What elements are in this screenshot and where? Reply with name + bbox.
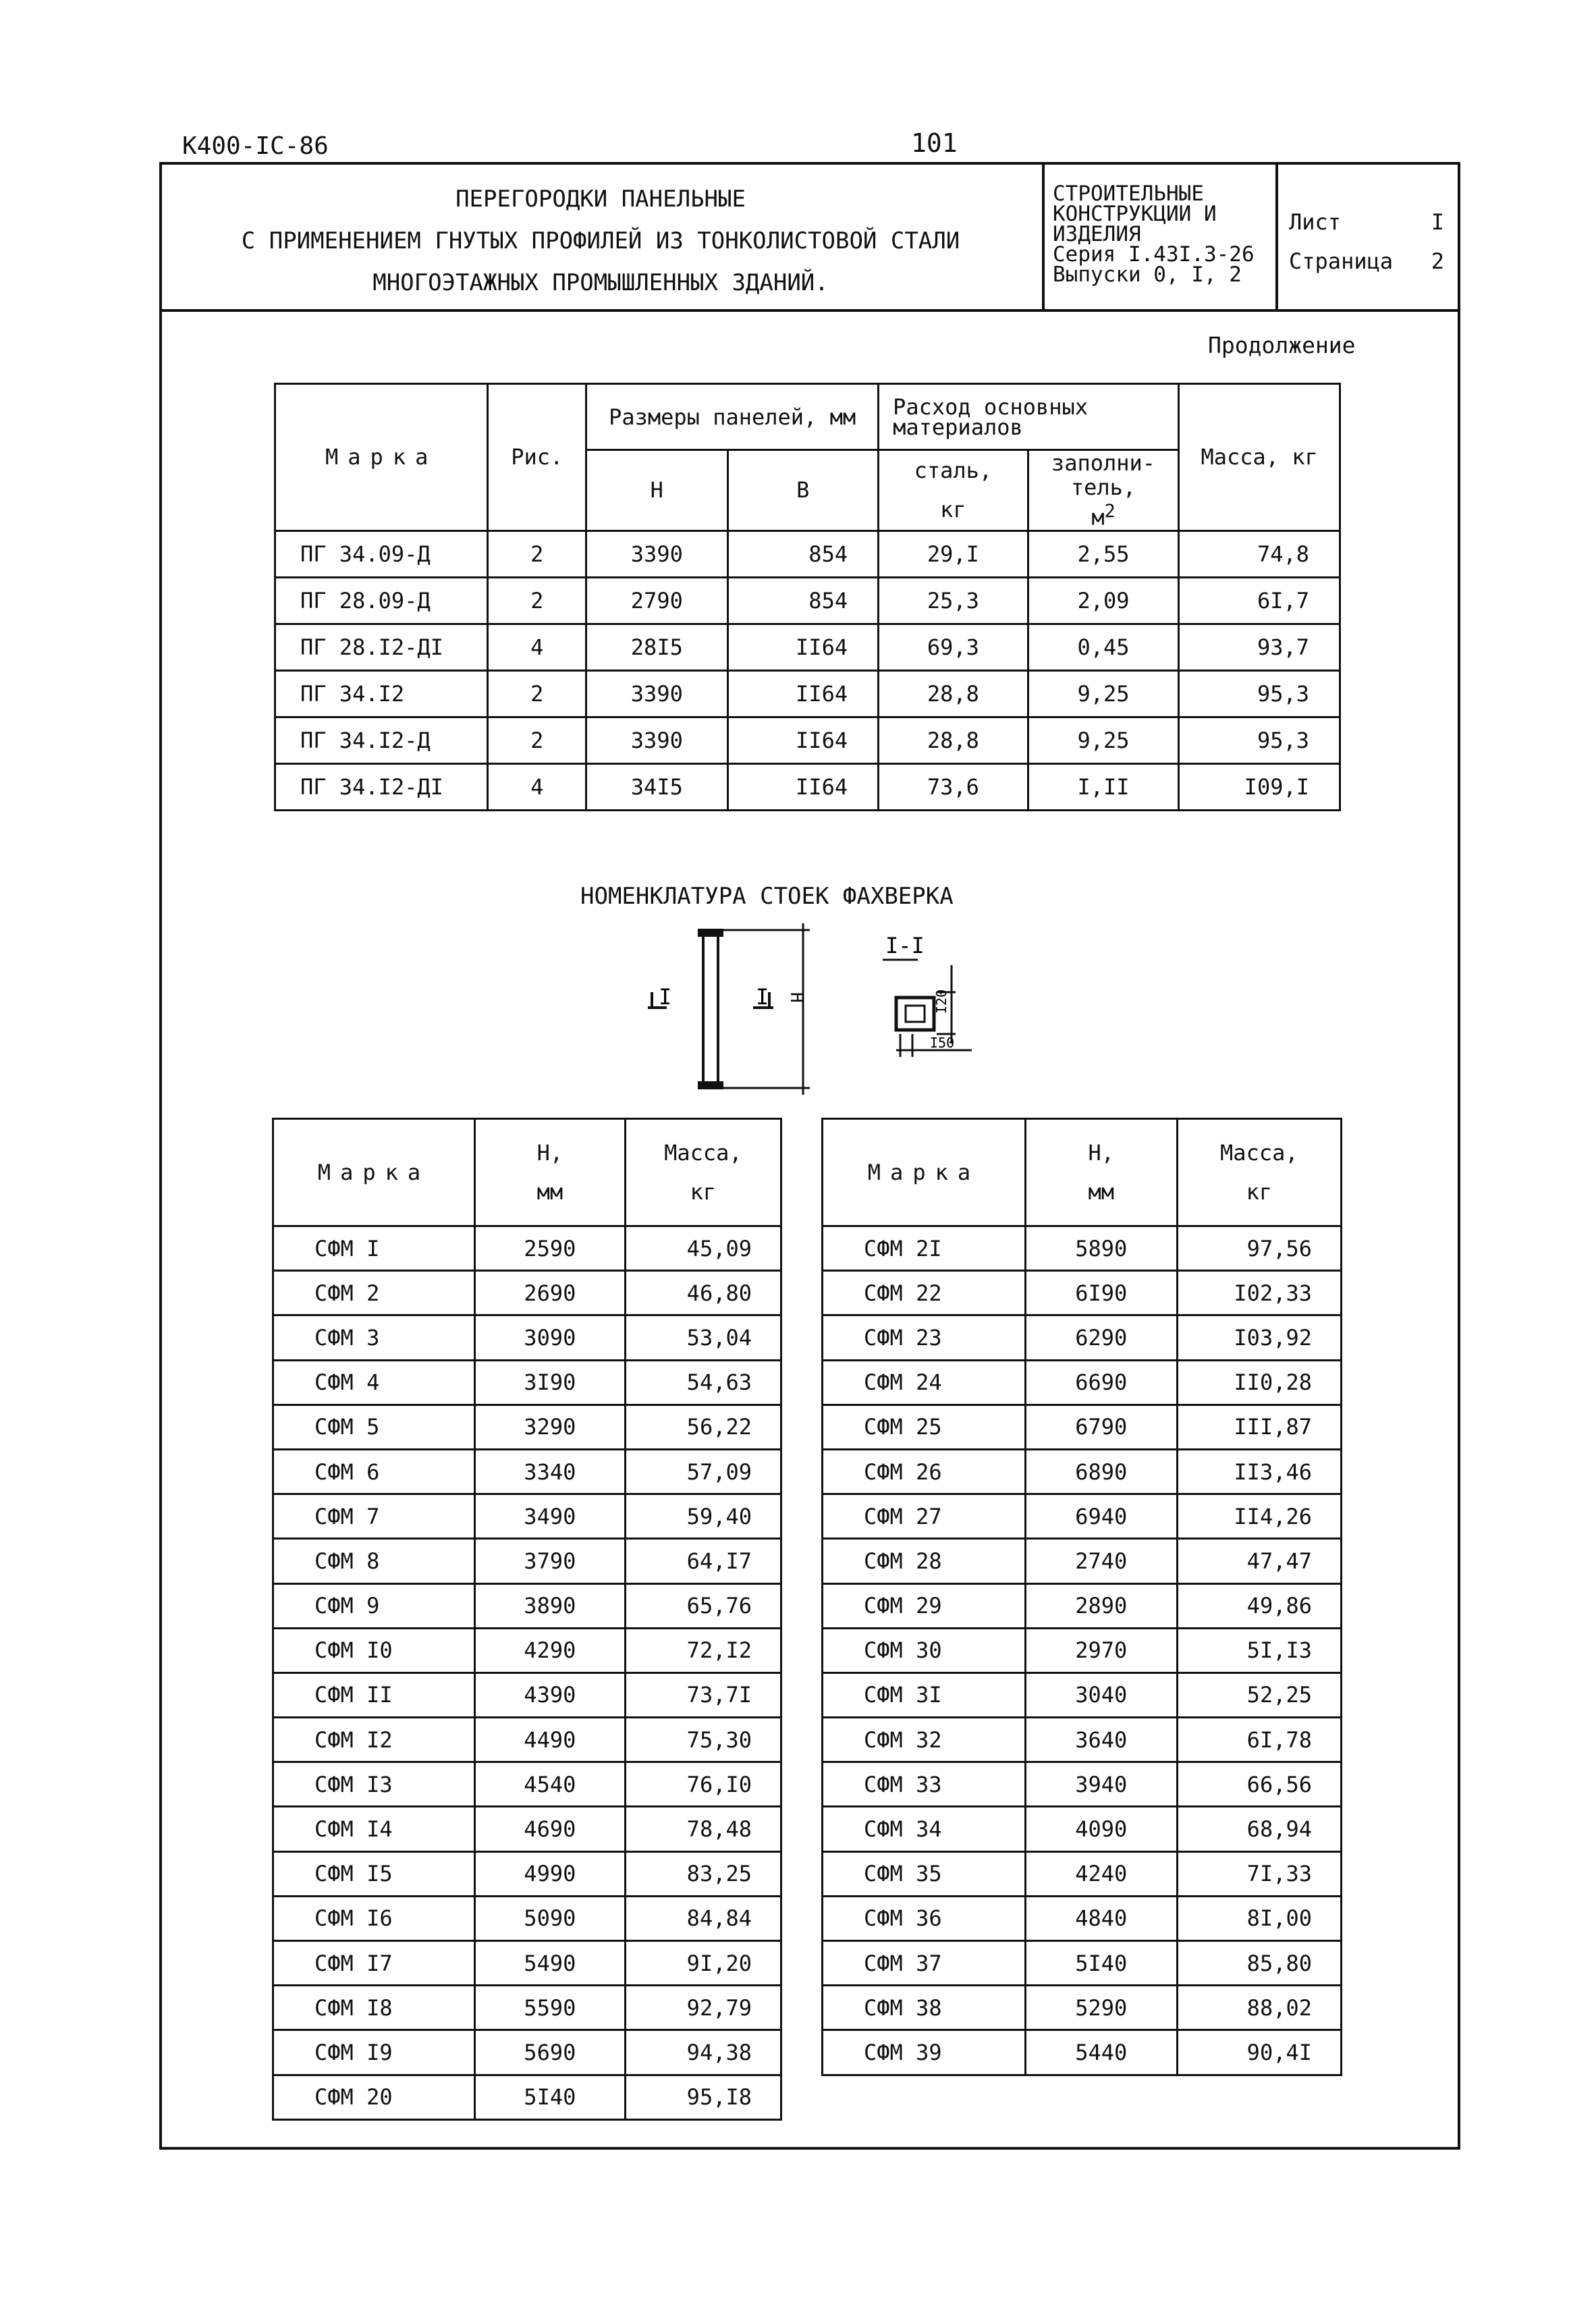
table-cell: СФМ 37 [823,1941,1026,1986]
table-row [823,1718,1342,1762]
table-cell: 2790 [586,577,727,624]
table-row [823,1494,1342,1539]
table-cell: 5090 [474,1896,625,1940]
table-cell: СФМ 6 [273,1449,475,1494]
table-cell: СФМ 9 [273,1583,475,1628]
table-cell: СФМ I5 [273,1851,475,1896]
table-cell: II64 [727,763,879,810]
table-cell: 5590 [474,1986,625,2030]
table-cell: СФМ 7 [273,1494,475,1539]
table-row [273,1851,781,1896]
table-cell: СФМ 22 [823,1271,1026,1315]
table-cell: 64,I7 [625,1539,781,1583]
table-cell: ПГ 34.I2 [275,670,488,717]
table-cell: СФМ 36 [823,1896,1026,1940]
header-filler-unit: м [1091,504,1105,530]
title-divider [1042,165,1045,312]
table-cell: СФМ 38 [823,1986,1026,2030]
table-cell: 3390 [586,717,727,763]
title-line: МНОГОЭТАЖНЫХ ПРОМЫШЛЕННЫХ ЗДАНИЙ. [373,269,829,296]
table-cell: СФМ I0 [273,1628,475,1672]
table-cell: 83,25 [625,1851,781,1896]
table-cell: 2740 [1025,1539,1177,1583]
table-cell: ПГ 34.I2-Д [275,717,488,763]
table-cell: СФМ I9 [273,2030,475,2075]
table-cell: 2 [488,717,586,763]
table-cell: 4390 [474,1672,625,1717]
series-line: Выпуски 0, I, 2 [1053,263,1242,287]
table-cell: ПГ 28.I2-ДI [275,624,488,670]
table-cell: СФМ 27 [823,1494,1026,1539]
post-elevation [699,930,722,1088]
table-cell: 5I40 [474,2075,625,2119]
table-row [273,1226,781,1271]
table-cell: I03,92 [1177,1315,1341,1360]
header-fig: Рис. [488,384,586,531]
table-cell: 72,I2 [625,1628,781,1672]
table-cell: 6I,78 [1177,1718,1341,1762]
sheet-label: Лист [1289,209,1342,235]
table-cell: СФМ 5 [273,1405,475,1449]
table-cell: 28I5 [586,624,727,670]
dim-120-label: I20 [933,989,950,1014]
table-cell: 2 [488,577,586,624]
header-materials: Расход основных материалов [879,384,1179,450]
table-row [823,1583,1342,1628]
table-cell: 29,I [879,530,1028,577]
table-cell: 56,22 [625,1405,781,1449]
table-cell: 3290 [474,1405,625,1449]
table-cell: СФМ 23 [823,1315,1026,1360]
page-number: 101 [911,128,958,158]
table-row [275,717,1340,763]
table-cell: 65,76 [625,1583,781,1628]
header-filler-sup: 2 [1104,501,1116,522]
table-cell: СФМ 33 [823,1762,1026,1807]
posts-table-left [272,1118,782,2121]
header-h-unit: мм [1088,1179,1115,1205]
table-cell: 34I5 [586,763,727,810]
post-drawing [634,918,1053,1107]
series-line: КОНСТРУКЦИИ И [1053,202,1217,226]
table-cell: 5I40 [1025,1941,1177,1986]
table-row [823,1360,1342,1405]
table-cell: 97,56 [1177,1226,1341,1271]
table-cell: СФМ 20 [273,2075,475,2119]
header-mass: Масса, [1220,1140,1298,1166]
table-cell: 9,25 [1028,717,1179,763]
table-row [273,1628,781,1672]
table-cell: 854 [727,577,879,624]
table-cell: I,II [1028,763,1179,810]
header-b: B [727,450,879,531]
header-mark: Марка [273,1119,475,1226]
header-mass-unit: кг [690,1179,717,1205]
table-cell: 25,3 [879,577,1028,624]
header-steel: сталь, [914,458,993,484]
table-cell: II64 [727,717,879,763]
document-title [162,178,1039,304]
table-cell: 93,7 [1179,624,1340,670]
title-divider [1275,165,1278,312]
table-cell: 46,80 [625,1271,781,1315]
header-mark: Марка [275,384,488,531]
table-cell: 5890 [1025,1226,1177,1271]
table-row [273,1672,781,1717]
header-steel-unit: кг [940,497,966,523]
table-row [275,763,1340,810]
table-cell: СФМ 3I [823,1672,1026,1717]
table-cell: 95,3 [1179,717,1340,763]
table-row [823,1405,1342,1449]
table-cell: II4,26 [1177,1494,1341,1539]
posts-table-right [821,1118,1342,2076]
table-cell: 0,45 [1028,624,1179,670]
table-cell: 3I90 [474,1360,625,1405]
header-mass-unit: кг [1246,1179,1273,1205]
table-cell: 85,80 [1177,1941,1341,1986]
table-row [273,2075,781,2119]
title-line: ПЕРЕГОРОДКИ ПАНЕЛЬНЫЕ [456,186,746,213]
table-cell: 3940 [1025,1762,1177,1807]
table-row [823,1762,1342,1807]
table-cell: 6690 [1025,1360,1177,1405]
table-cell: 6790 [1025,1405,1177,1449]
table-row [273,2030,781,2075]
table-cell: 9,25 [1028,670,1179,717]
header-mass: Масса, [664,1140,742,1166]
table-cell: 4690 [474,1807,625,1851]
table-cell: 2690 [474,1271,625,1315]
table-cell: СФМ I [273,1226,475,1271]
table-cell: II64 [727,670,879,717]
table-cell: СФМ 34 [823,1807,1026,1851]
table-cell: 5440 [1025,2030,1177,2075]
dim-150-label: I50 [930,1035,955,1051]
table-cell: 2970 [1025,1628,1177,1672]
table-cell: СФМ 4 [273,1360,475,1405]
table-cell: 88,02 [1177,1986,1341,2030]
table-row [823,1315,1342,1360]
table-cell: СФМ 35 [823,1851,1026,1896]
table-cell: СФМ 2 [273,1271,475,1315]
table-cell: 4 [488,624,586,670]
table-cell: 2 [488,670,586,717]
table-cell: 68,94 [1177,1807,1341,1851]
table-cell: 854 [727,530,879,577]
table-cell: СФМ 8 [273,1539,475,1583]
table-cell: 5290 [1025,1986,1177,2030]
table-cell: 6I90 [1025,1271,1177,1315]
table-row [823,1896,1342,1940]
table-row [823,1628,1342,1672]
table-cell: 4090 [1025,1807,1177,1851]
table-cell: СФМ 32 [823,1718,1026,1762]
header-mark: Марка [823,1119,1026,1226]
table-cell: 78,48 [625,1807,781,1851]
table-row [273,1405,781,1449]
table-cell: 5690 [474,2030,625,2075]
table-cell: 6I,7 [1179,577,1340,624]
table-cell: СФМ I6 [273,1896,475,1940]
table-cell: 6890 [1025,1449,1177,1494]
page-label: Страница [1289,248,1394,274]
table-cell: 49,86 [1177,1583,1341,1628]
series-line: СТРОИТЕЛЬНЫЕ [1053,182,1204,206]
table-cell: 57,09 [625,1449,781,1494]
document-code: К400-IC-86 [182,132,329,160]
table-cell: СФМ I8 [273,1986,475,2030]
table-cell: 76,I0 [625,1762,781,1807]
table-cell: 4 [488,763,586,810]
table-cell: СФМ 3 [273,1315,475,1360]
table-row [823,1271,1342,1315]
header-h: H, [1088,1140,1115,1166]
table-row [823,1807,1342,1851]
table-row [275,530,1340,577]
header-sizes: Размеры панелей, мм [586,384,879,450]
table-cell: СФМ I2 [273,1718,475,1762]
table-cell: 6940 [1025,1494,1177,1539]
table-cell: 3040 [1025,1672,1177,1717]
table-cell: 2,55 [1028,530,1179,577]
table-cell: 28,8 [879,670,1028,717]
table-cell: 53,04 [625,1315,781,1360]
table-cell: 66,56 [1177,1762,1341,1807]
table-cell: 69,3 [879,624,1028,670]
continuation-label: Продолжение [1208,332,1356,358]
table-cell: 3390 [586,670,727,717]
table-cell: 4290 [474,1628,625,1672]
table-row [273,1449,781,1494]
table-cell: ПГ 34.I2-ДI [275,763,488,810]
table-cell: 6290 [1025,1315,1177,1360]
table-row [273,1941,781,1986]
table-cell: II0,28 [1177,1360,1341,1405]
table-cell: 47,47 [1177,1539,1341,1583]
table-cell: СФМ II [273,1672,475,1717]
table-cell: 90,4I [1177,2030,1341,2075]
table-cell: 59,40 [625,1494,781,1539]
table-cell: 4490 [474,1718,625,1762]
table-cell: 3890 [474,1583,625,1628]
table-cell: 84,84 [625,1896,781,1940]
table-row [273,1986,781,2030]
page-value: 2 [1431,248,1444,274]
table-cell: 52,25 [1177,1672,1341,1717]
dim-h-label: H [786,992,806,1003]
table-cell: СФМ I3 [273,1762,475,1807]
table-cell: 3390 [586,530,727,577]
table-cell: ПГ 28.09-Д [275,577,488,624]
table-row [273,1360,781,1405]
table-cell: 54,63 [625,1360,781,1405]
table-cell: 2 [488,530,586,577]
header-mass: Масса, кг [1179,384,1340,531]
series-line: Серия I.43I.3-26 [1053,242,1255,267]
table-cell: 4840 [1025,1896,1177,1940]
table-cell: 4540 [474,1762,625,1807]
table-cell: 75,30 [625,1718,781,1762]
table-cell: 73,7I [625,1672,781,1717]
table-cell: СФМ 29 [823,1583,1026,1628]
table-row [273,1896,781,1940]
table-row [273,1271,781,1315]
table-cell: 2890 [1025,1583,1177,1628]
table-row [275,670,1340,717]
header-h-unit: мм [536,1179,563,1205]
table-row [823,2030,1342,2075]
table-cell: СФМ 26 [823,1449,1026,1494]
table-row [275,577,1340,624]
series-line: ИЗДЕЛИЯ [1053,222,1141,246]
table-row [273,1539,781,1583]
title-line: С ПРИМЕНЕНИЕМ ГНУТЫХ ПРОФИЛЕЙ ИЗ ТОНКОЛИСТОВОЙ СТАЛИ [241,227,960,254]
table-cell: СФМ I4 [273,1807,475,1851]
table-cell: 74,8 [1179,530,1340,577]
panels-table [274,383,1341,811]
table-row [275,624,1340,670]
table-row [273,1762,781,1807]
table-cell: II64 [727,624,879,670]
table-cell: 3790 [474,1539,625,1583]
table-cell: СФМ 30 [823,1628,1026,1672]
table-cell: 7I,33 [1177,1851,1341,1896]
table-cell: ПГ 34.09-Д [275,530,488,577]
table-cell: III,87 [1177,1405,1341,1449]
table-row [273,1315,781,1360]
table-cell: 5490 [474,1941,625,1986]
table-cell: 8I,00 [1177,1896,1341,1940]
header-h: H [586,450,727,531]
section-cut-label: I-I [885,933,925,958]
table-row [273,1494,781,1539]
table-cell: СФМ 24 [823,1360,1026,1405]
table-row [823,1941,1342,1986]
table-cell: СФМ 25 [823,1405,1026,1449]
table-row [823,1226,1342,1271]
table-cell: 95,3 [1179,670,1340,717]
table-cell: 28,8 [879,717,1028,763]
table-row [823,1986,1342,2030]
right-cut-label: I [756,984,769,1010]
table-cell: 3640 [1025,1718,1177,1762]
table-cell: 3090 [474,1315,625,1360]
table-row [273,1583,781,1628]
table-cell: I02,33 [1177,1271,1341,1315]
header-h: H, [536,1140,563,1166]
table-cell: СФМ 28 [823,1539,1026,1583]
table-cell: 4240 [1025,1851,1177,1896]
section-profile [883,960,972,1057]
table-cell: II3,46 [1177,1449,1341,1494]
table-cell: 2,09 [1028,577,1179,624]
table-cell: СФМ 39 [823,2030,1026,2075]
table-cell: 45,09 [625,1226,781,1271]
table-cell: СФМ I7 [273,1941,475,1986]
header-filler: заполни-тель, [1051,450,1156,500]
table-cell: 73,6 [879,763,1028,810]
table-row [823,1449,1342,1494]
table-row [823,1539,1342,1583]
table-cell: 92,79 [625,1986,781,2030]
table-row [823,1672,1342,1717]
table-cell: 2590 [474,1226,625,1271]
nomenclature-title: НОМЕНКЛАТУРА СТОЕК ФАХВЕРКА [580,883,954,910]
table-row [273,1718,781,1762]
sheet-value: I [1431,209,1444,235]
table-cell: 9I,20 [625,1941,781,1986]
table-row [823,1851,1342,1896]
table-cell: I09,I [1179,763,1340,810]
table-cell: 4990 [474,1851,625,1896]
table-row [273,1807,781,1851]
left-cut-label: I [659,984,672,1010]
table-cell: 3490 [474,1494,625,1539]
series-block [1053,184,1275,285]
table-cell: СФМ 2I [823,1226,1026,1271]
table-cell: 5I,I3 [1177,1628,1341,1672]
table-cell: 3340 [474,1449,625,1494]
table-cell: 95,I8 [625,2075,781,2119]
table-cell: 94,38 [625,2030,781,2075]
sheet-block [1289,202,1444,281]
